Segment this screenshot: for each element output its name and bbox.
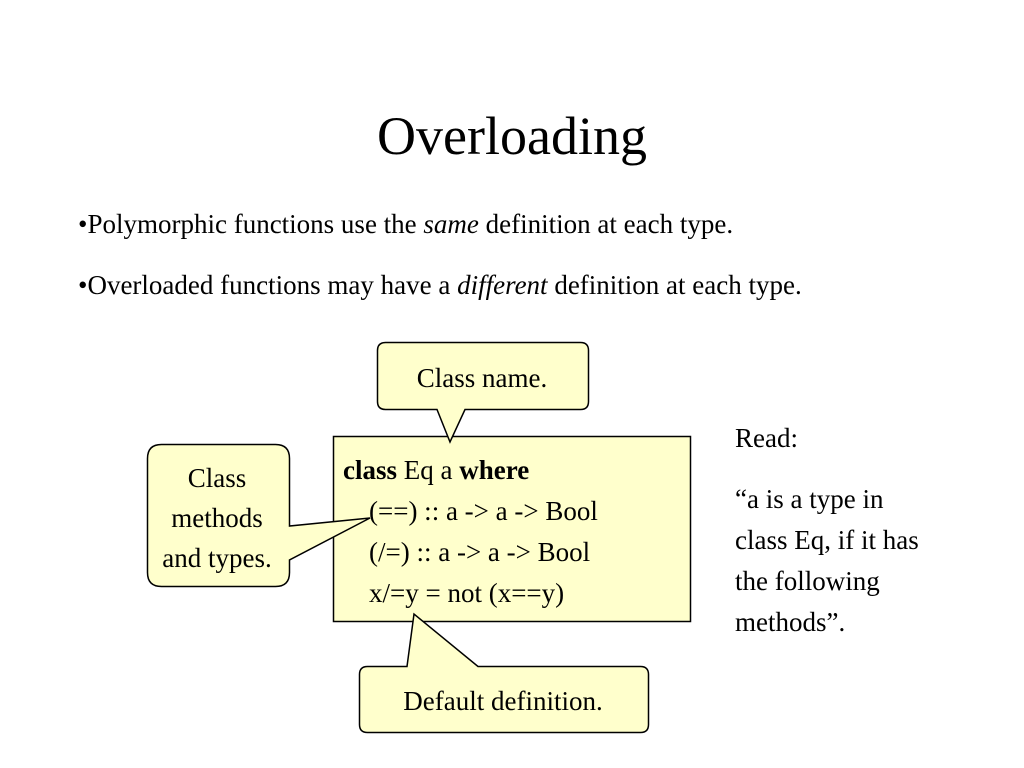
- bullet-text-before: Overloaded functions may have a: [87, 270, 458, 300]
- bullet-emphasis: different: [457, 270, 548, 300]
- code-line: (/=) :: a -> a -> Bool: [369, 537, 591, 567]
- bullet-marker: •: [78, 270, 88, 300]
- read-label: Read:: [735, 423, 798, 453]
- class-head: Eq a: [397, 455, 460, 485]
- code-line-class-decl: [343, 450, 683, 491]
- bullet-text-before: Polymorphic functions use the: [87, 209, 424, 239]
- code-block: [343, 450, 683, 614]
- read-quote: [735, 479, 1005, 643]
- callout-line: and types.: [162, 543, 272, 573]
- bullet-emphasis: same: [423, 209, 479, 239]
- code-line: x/=y = not (x==y): [369, 578, 565, 608]
- slide-title: Overloading: [377, 106, 647, 166]
- keyword-class: class: [343, 455, 397, 485]
- read-quote-line: class Eq, if it has: [735, 525, 919, 555]
- read-quote-line: “a is a type in: [735, 484, 884, 514]
- callout-class-name-text: Class name.: [416, 363, 548, 393]
- read-quote-line: methods”.: [735, 607, 846, 637]
- bullet-marker: •: [78, 209, 88, 239]
- callout-line: Class: [187, 463, 247, 493]
- callout-class-methods-text: [146, 458, 288, 578]
- bullet-text-after: definition at each type.: [478, 209, 734, 239]
- callout-line: methods: [171, 503, 263, 533]
- code-line: (==) :: a -> a -> Bool: [369, 496, 598, 526]
- bullet-text-after: definition at each type.: [547, 270, 802, 300]
- callout-default-definition-text: Default definition.: [403, 686, 603, 716]
- keyword-where: where: [459, 455, 530, 485]
- read-quote-line: the following: [735, 566, 880, 596]
